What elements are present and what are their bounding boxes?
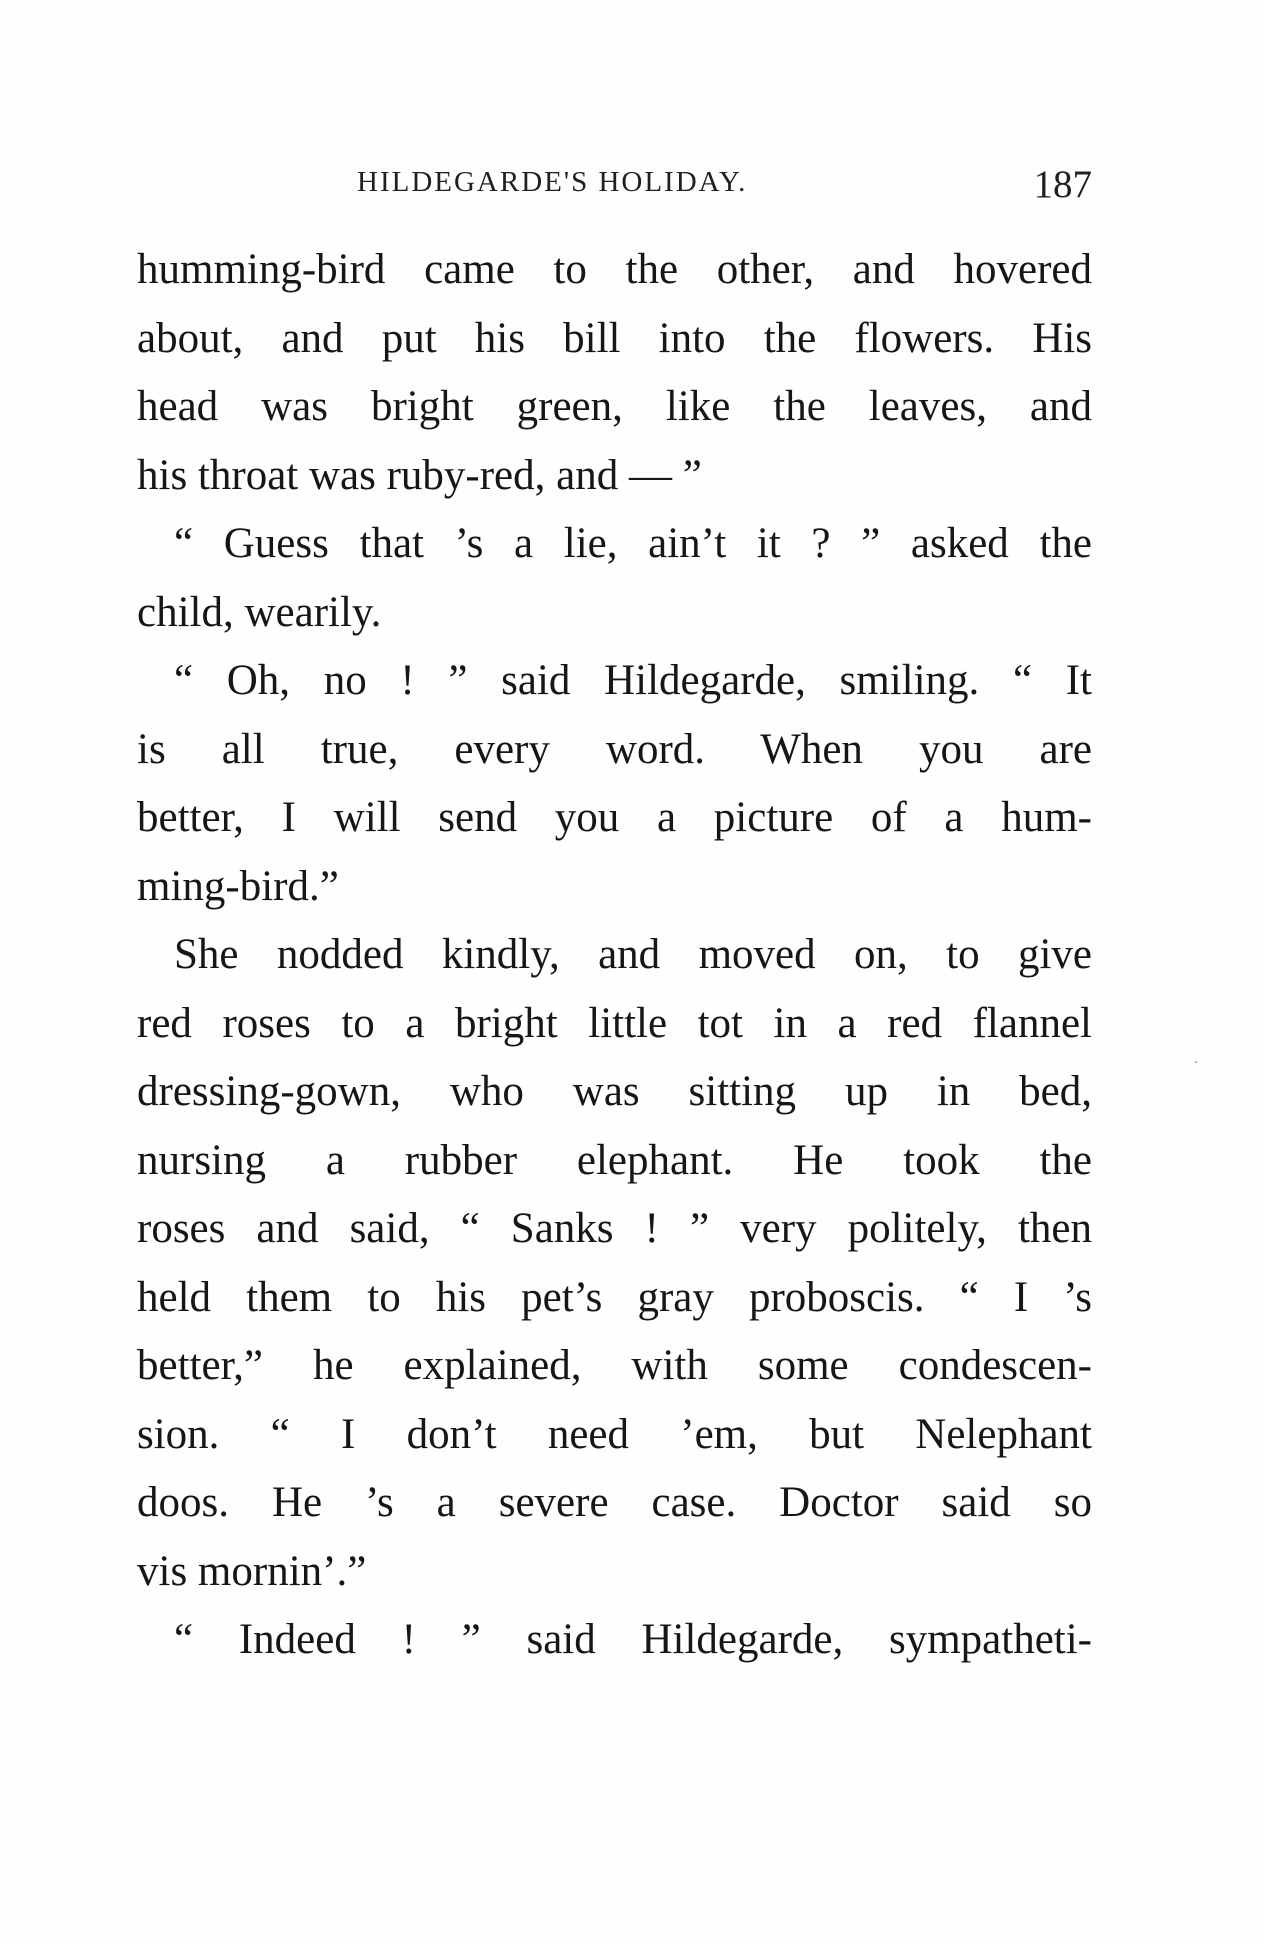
text-line: his throat was ruby-red, and — ” — [137, 451, 702, 499]
text-line: nursing a rubber elephant. He took the — [137, 1136, 1092, 1184]
text-line: sion. “ I don’t need ’em, but Nelephant — [137, 1410, 1092, 1458]
text-line: “ Guess that ’s a lie, ain’t it ? ” asked the — [174, 520, 1092, 567]
text-line: roses and said, “ Sanks ! ” very politely, then — [137, 1205, 1092, 1252]
text-line: doos. He ’s a severe case. Doctor said so — [137, 1479, 1092, 1526]
text-line: “ Oh, no ! ” said Hildegarde, smiling. “ It — [174, 657, 1092, 704]
page-header — [137, 150, 1092, 210]
paper-speck: · — [1194, 1055, 1199, 1071]
text-line: about, and put his bill into the flowers. His — [137, 314, 1092, 362]
text-line: red roses to a bright little tot in a red flannel — [137, 999, 1092, 1047]
text-line: “ Indeed ! ” said Hildegarde, sympatheti- — [174, 1616, 1092, 1663]
text-line: ming-bird.” — [137, 862, 339, 910]
running-title: HILDEGARDE'S HOLIDAY. — [357, 166, 748, 198]
text-line: She nodded kindly, and moved on, to give — [174, 931, 1092, 978]
text-line: child, wearily. — [137, 588, 382, 636]
text-line: head was bright green, like the leaves, and — [137, 383, 1092, 430]
text-line: is all true, every word. When you are — [137, 725, 1092, 773]
page-number: 187 — [1033, 163, 1092, 206]
text-line: better,” he explained, with some condescen- — [137, 1342, 1092, 1389]
text-line: humming-bird came to the other, and hovered — [137, 246, 1092, 293]
text-line: dressing-gown, who was sitting up in bed, — [137, 1068, 1092, 1115]
text-line: vis mornin’.” — [137, 1547, 367, 1595]
text-line: held them to his pet’s gray proboscis. “ I ’s — [137, 1273, 1092, 1321]
text-line: better, I will send you a picture of a hum- — [137, 794, 1092, 841]
body-text — [137, 236, 1092, 1675]
